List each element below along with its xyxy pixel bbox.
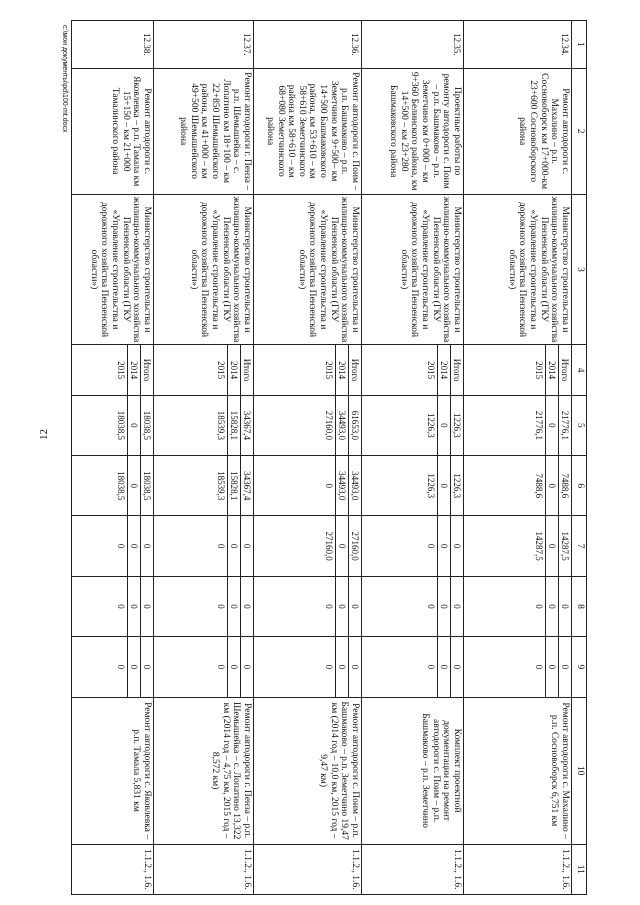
period-cell [154,345,254,395]
federal-budget-cell-value: 27160,0 [348,516,361,575]
federal-budget-cell-value: 0 [116,543,126,549]
header-row [572,21,587,895]
expected-result: Ремонт автодороги с. Яковлевка – р.п. Тамала 5,831 км [72,697,154,844]
regional-budget-cell-value: 18038,5 [140,456,153,515]
col-header: 4 [572,345,587,395]
period-cell-value: Итого [140,345,153,394]
local-budget-cell [362,576,464,636]
federal-budget-cell-value: 0 [127,516,140,575]
responsible-agency: Министерство строительства и жилищно-коммунального хозяйства Пензенской области (ГКУ «Управление строительства и дорожного хозяйства Пензенской области») [464,194,572,345]
period-cell-value: 2014 [437,345,450,394]
period-cell-value: 2015 [324,361,334,380]
federal-budget-cell [464,516,572,576]
local-budget-cell-value: 0 [127,577,140,636]
other-sources-cell [154,637,254,697]
period-cell-value: 2015 [426,361,436,380]
period-cell [72,345,154,395]
total-funding-cell [362,395,464,455]
regional-budget-cell [362,456,464,516]
period-cell-value: 2015 [534,361,544,380]
other-sources-cell-value: 0 [227,637,240,696]
row-number: 12.35. [362,21,464,69]
total-funding-cell-value: 15828,1 [227,396,240,455]
local-budget-cell-value: 0 [558,577,571,636]
indicator-ref: 1.1.2., 1.6. [72,844,154,894]
col-header: 8 [572,576,587,636]
total-funding-cell-value: 34367,4 [240,396,253,455]
table-row [464,21,572,895]
local-budget-cell-value: 0 [324,604,334,609]
regional-budget-cell-value: 7488,6 [534,473,544,499]
other-sources-cell-value: 0 [545,637,558,696]
total-funding-cell [254,395,362,455]
regional-budget-cell-value: 18539,3 [216,471,226,501]
table-row [362,21,464,895]
regional-budget-cell [464,456,572,516]
regional-budget-cell-value: 0 [324,483,334,489]
federal-budget-cell-value: 0 [437,516,450,575]
regional-budget-cell-value: 34493,0 [348,456,361,515]
federal-budget-cell-value: 0 [227,516,240,575]
other-sources-cell [464,637,572,697]
period-cell [254,345,362,395]
period-cell-value: 2014 [545,345,558,394]
federal-budget-cell-value: 27160,0 [324,531,334,561]
local-budget-cell [254,576,362,636]
local-budget-cell [154,576,254,636]
measure-name: Проектные работы по ремонту автодороги с. Поим – р.п. Башмаково – р.п. Земетчино км 0+000 – км 9+360 Белинского района, км 14+500 – км 23+280 Башмаковского района [362,68,464,194]
measure-name: Ремонт автодороги с. Поим – р.п. Башмаково – р.п. Земетчино км 9+500– км 14+500 Башмаковского района, км 53+610 – км 58+610 Земетчинского района км 58+610 – км 68+080 Земетчинского района [254,68,362,194]
total-funding-cell-value: 21776,1 [558,396,571,455]
expected-result: Ремонт автодороги г. Пенза – р.п. Шемышейка – с. Лопатино 13,322 км (2014 год – 4,75 км, 2015 год – 8,572 км) [154,697,254,844]
expected-result: Ремонт автодороги с. Махалино – р.п. Сосновоборск 6,751 км [464,697,572,844]
federal-budget-cell-value: 0 [335,516,348,575]
regional-budget-cell-value: 18038,5 [116,471,126,501]
other-sources-cell-value: 0 [437,637,450,696]
other-sources-cell-value: 0 [558,637,571,696]
regional-budget-cell [254,456,362,516]
federal-budget-cell-value: 0 [426,543,436,549]
row-number: 12.34. [464,21,572,69]
regional-budget-cell-value: 1226,3 [426,473,436,499]
col-header: 1 [572,21,587,69]
row-number: 12.38. [72,21,154,69]
federal-budget-cell-value: 14287,5 [534,531,544,561]
other-sources-cell-value: 0 [335,637,348,696]
total-funding-cell-value: 0 [545,396,558,455]
period-cell-value: 2015 [116,361,126,380]
local-budget-cell-value: 0 [348,577,361,636]
table-row [254,21,362,895]
regional-budget-cell-value: 0 [127,456,140,515]
local-budget-cell-value: 0 [534,604,544,609]
rotated-page [61,20,587,895]
period-cell-value: 2015 [216,361,226,380]
local-budget-cell-value: 0 [140,577,153,636]
other-sources-cell [72,637,154,697]
other-sources-cell-value: 0 [116,664,126,670]
table-row [72,21,154,895]
table-row [154,21,254,895]
local-budget-cell [464,576,572,636]
other-sources-cell-value: 0 [324,664,334,670]
indicator-ref: 1.1.2., 1.6. [154,844,254,894]
regional-budget-cell-value: 34493,0 [335,456,348,515]
responsible-agency: Министерство строительства и жилищно-коммунального хозяйства Пензенской области (ГКУ «Управление строительства и дорожного хозяйства Пензенской области») [72,194,154,345]
col-header: 5 [572,395,587,455]
local-budget-cell-value: 0 [227,577,240,636]
other-sources-cell-value: 0 [216,664,226,670]
regional-budget-cell-value: 15828,1 [227,456,240,515]
indicator-ref: 1.1.2., 1.6. [254,844,362,894]
federal-budget-cell [72,516,154,576]
local-budget-cell-value: 0 [335,577,348,636]
total-funding-cell-value: 0 [437,396,450,455]
local-budget-cell-value: 0 [545,577,558,636]
regional-budget-cell-value: 34367,4 [240,456,253,515]
total-funding-cell [72,395,154,455]
other-sources-cell-value: 0 [450,637,463,696]
regional-budget-cell-value: 7488,6 [558,456,571,515]
period-cell [464,345,572,395]
col-header: 10 [572,697,587,844]
regional-budget-cell [154,456,254,516]
federal-budget-cell [362,516,464,576]
federal-budget-cell-value: 0 [545,516,558,575]
regional-budget-cell-value: 1226,3 [450,456,463,515]
federal-budget-cell-value: 0 [240,516,253,575]
responsible-agency: Министерство строительства и жилищно-коммунального хозяйства Пензенской области (ГКУ «Управление строительства и дорожного хозяйства Пензенской области») [254,194,362,345]
col-header: 6 [572,456,587,516]
total-funding-cell-value: 21776,1 [534,410,544,441]
federal-budget-cell-value: 0 [450,516,463,575]
measure-name: Ремонт автодороги с. Махалино – р.п. Сосновоборск км 17+000-км 23+600 Сосновоборского района [464,68,572,194]
program-table [71,20,587,895]
period-cell-value: 2014 [227,345,240,394]
total-funding-cell-value: 1226,3 [450,396,463,455]
local-budget-cell [72,576,154,636]
indicator-ref: 1.1.2., 1.6. [464,844,572,894]
regional-budget-cell-value: 0 [437,456,450,515]
total-funding-cell-value: 1226,3 [426,413,436,438]
other-sources-cell-value: 0 [426,664,436,670]
regional-budget-cell-value: 0 [545,456,558,515]
local-budget-cell-value: 0 [437,577,450,636]
other-sources-cell [254,637,362,697]
local-budget-cell-value: 0 [240,577,253,636]
total-funding-cell-value: 34493,0 [335,396,348,455]
period-cell-value: Итого [240,345,253,394]
federal-budget-cell-value: 14287,5 [558,516,571,575]
period-cell-value: 2014 [335,345,348,394]
file-path-footer: c:\мои документы\pd\100-mt.docx [61,25,68,133]
measure-name: Ремонт автодороги г. Пенза – р.п. Шемышейка – с. Лопатино км 18+100 – км 22+850 Шемышейского района, км 41+000 – км 49+500 Шемышейского района [154,68,254,194]
row-number: 12.37. [154,21,254,69]
indicator-ref: 1.1.2., 1.6. [362,844,464,894]
responsible-agency: Министерство строительства и жилищно-коммунального хозяйства Пензенской области (ГКУ «Управление строительства и дорожного хозяйства Пензенской области») [362,194,464,345]
other-sources-cell-value: 0 [534,664,544,670]
total-funding-cell [464,395,572,455]
total-funding-cell-value: 0 [127,396,140,455]
page-number: 12 [38,429,50,440]
local-budget-cell-value: 0 [116,604,126,609]
period-cell-value: Итого [450,345,463,394]
col-header: 3 [572,194,587,345]
local-budget-cell-value: 0 [216,604,226,609]
federal-budget-cell-value: 0 [140,516,153,575]
period-cell [362,345,464,395]
other-sources-cell [362,637,464,697]
total-funding-cell-value: 61653,0 [348,396,361,455]
total-funding-cell-value: 18038,5 [140,396,153,455]
col-header: 9 [572,637,587,697]
period-cell-value: 2014 [127,345,140,394]
col-header: 2 [572,68,587,194]
total-funding-cell-value: 18539,3 [216,410,226,441]
col-header: 11 [572,844,587,894]
period-cell-value: Итого [348,345,361,394]
measure-name: Ремонт автодороги с. Яковлевка – р.п. Тамала км 15+150 – км 21+000 Тамалинского района [72,68,154,194]
regional-budget-cell [72,456,154,516]
other-sources-cell-value: 0 [240,637,253,696]
responsible-agency: Министерство строительства и жилищно-коммунального хозяйства Пензенской области (ГКУ «Управление строительства и дорожного хозяйства Пензенской области») [154,194,254,345]
federal-budget-cell-value: 0 [216,543,226,549]
local-budget-cell-value: 0 [450,577,463,636]
expected-result: Ремонт автодороги с. Поим – р.п. Башмаково – р.п. Земетчино 19,47 км (2014 год – 10,0 км, 2015 год – 9,47 км) [254,697,362,844]
other-sources-cell-value: 0 [140,637,153,696]
col-header: 7 [572,516,587,576]
expected-result: Комплект проектной документации на ремонт автодороги с. Поим – р.п. Башмаково – р.п. Земетчино [362,697,464,844]
period-cell-value: Итого [558,345,571,394]
row-number: 12.36. [254,21,362,69]
other-sources-cell-value: 0 [348,637,361,696]
federal-budget-cell [154,516,254,576]
other-sources-cell-value: 0 [127,637,140,696]
total-funding-cell-value: 27160,0 [324,410,334,441]
total-funding-cell-value: 18038,5 [116,410,126,441]
local-budget-cell-value: 0 [426,604,436,609]
total-funding-cell [154,395,254,455]
federal-budget-cell [254,516,362,576]
